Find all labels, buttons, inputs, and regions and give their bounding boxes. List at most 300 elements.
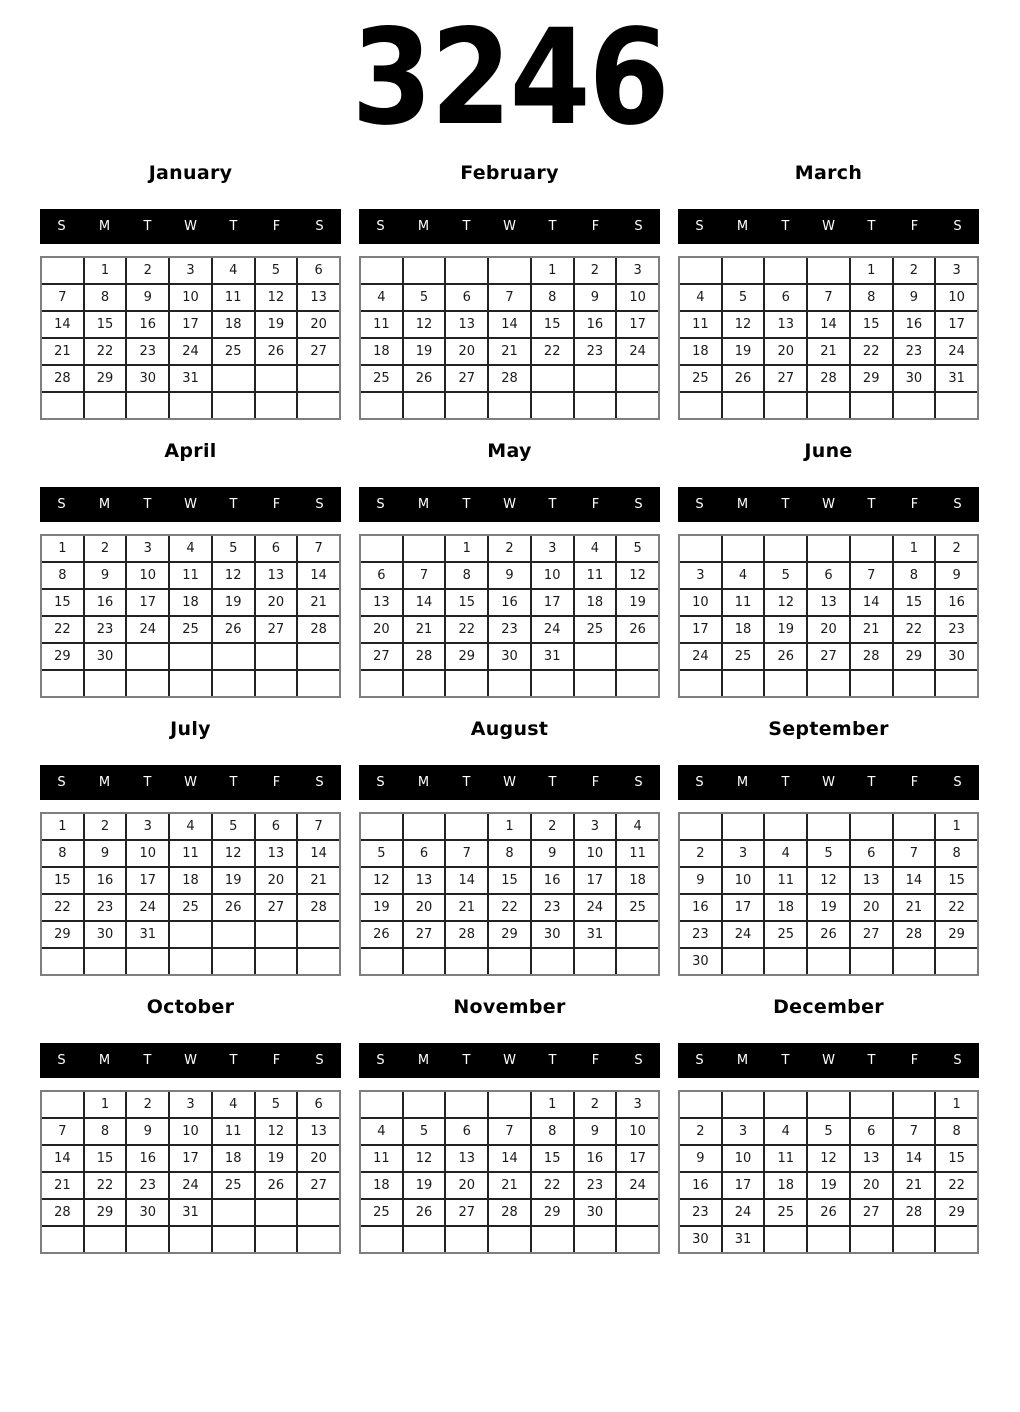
month-august (359, 719, 660, 976)
day-cell: 17 (532, 590, 573, 615)
day-cell: 19 (808, 895, 849, 920)
day-cell: 24 (723, 922, 764, 947)
weekday-label: W (184, 775, 197, 790)
weekday-label: T (462, 1053, 471, 1068)
empty-day-cell (532, 1227, 573, 1252)
weekday-header (40, 487, 341, 522)
month-name: August (470, 718, 549, 740)
empty-day-cell (256, 671, 297, 696)
day-cell: 27 (851, 922, 892, 947)
weekday-label: F (272, 775, 281, 790)
empty-day-cell (894, 671, 935, 696)
empty-day-cell (617, 1200, 658, 1225)
empty-day-cell (575, 949, 616, 974)
day-cell: 12 (213, 563, 254, 588)
day-cell: 23 (127, 339, 168, 364)
day-cell: 31 (575, 922, 616, 947)
day-cell: 10 (936, 285, 977, 310)
day-cell: 8 (85, 285, 126, 310)
month-name: May (487, 440, 532, 462)
weekday-label: T (867, 1053, 876, 1068)
day-cell: 23 (127, 1173, 168, 1198)
day-cell: 16 (936, 590, 977, 615)
empty-day-cell (127, 644, 168, 669)
day-cell: 21 (404, 617, 445, 642)
month-september (678, 719, 979, 976)
day-cell: 8 (851, 285, 892, 310)
weekday-label: F (272, 497, 281, 512)
day-cell: 16 (127, 312, 168, 337)
empty-day-cell (723, 1092, 764, 1117)
day-cell: 30 (85, 922, 126, 947)
day-cell: 8 (446, 563, 487, 588)
day-cell: 9 (127, 285, 168, 310)
day-cell: 20 (808, 617, 849, 642)
weekday-label: F (591, 497, 600, 512)
month-day-grid (40, 812, 341, 976)
weekday-label: T (462, 219, 471, 234)
day-cell: 9 (936, 563, 977, 588)
weekday-label: T (229, 1053, 238, 1068)
weekday-label: T (781, 219, 790, 234)
empty-day-cell (170, 1227, 211, 1252)
day-cell: 23 (575, 339, 616, 364)
day-cell: 25 (213, 339, 254, 364)
day-cell: 17 (575, 868, 616, 893)
empty-day-cell (85, 1227, 126, 1252)
day-cell: 11 (213, 1119, 254, 1144)
empty-day-cell (489, 949, 530, 974)
day-cell: 7 (42, 285, 83, 310)
day-cell: 30 (127, 366, 168, 391)
day-cell: 25 (361, 366, 402, 391)
empty-day-cell (213, 393, 254, 418)
day-cell: 14 (446, 868, 487, 893)
empty-day-cell (936, 393, 977, 418)
empty-day-cell (680, 671, 721, 696)
day-cell: 1 (532, 258, 573, 283)
day-cell: 12 (617, 563, 658, 588)
empty-day-cell (894, 949, 935, 974)
month-name: June (804, 440, 853, 462)
empty-day-cell (680, 814, 721, 839)
day-cell: 5 (404, 285, 445, 310)
weekday-label: W (822, 497, 835, 512)
weekday-label: S (376, 1053, 385, 1068)
day-cell: 26 (361, 922, 402, 947)
day-cell: 11 (723, 590, 764, 615)
day-cell: 10 (617, 285, 658, 310)
empty-day-cell (361, 258, 402, 283)
day-cell: 15 (851, 312, 892, 337)
day-cell: 21 (42, 1173, 83, 1198)
empty-day-cell (213, 671, 254, 696)
day-cell: 16 (575, 312, 616, 337)
day-cell: 26 (256, 339, 297, 364)
weekday-label: M (736, 497, 749, 512)
day-cell: 11 (361, 1146, 402, 1171)
month-name: March (794, 162, 863, 184)
day-cell: 16 (894, 312, 935, 337)
day-cell: 22 (532, 339, 573, 364)
day-cell: 13 (808, 590, 849, 615)
weekday-label: T (462, 497, 471, 512)
day-cell: 16 (127, 1146, 168, 1171)
day-cell: 27 (446, 1200, 487, 1225)
day-cell: 26 (808, 922, 849, 947)
day-cell: 28 (808, 366, 849, 391)
empty-day-cell (446, 1227, 487, 1252)
day-cell: 6 (298, 258, 339, 283)
day-cell: 9 (85, 563, 126, 588)
day-cell: 8 (489, 841, 530, 866)
day-cell: 16 (532, 868, 573, 893)
day-cell: 1 (42, 814, 83, 839)
day-cell: 1 (532, 1092, 573, 1117)
day-cell: 9 (127, 1119, 168, 1144)
day-cell: 19 (765, 617, 806, 642)
day-cell: 2 (127, 1092, 168, 1117)
day-cell: 11 (213, 285, 254, 310)
day-cell: 21 (42, 339, 83, 364)
day-cell: 21 (489, 339, 530, 364)
weekday-label: M (736, 219, 749, 234)
year-title: 3246 (351, 1, 669, 155)
day-cell: 19 (213, 868, 254, 893)
day-cell: 22 (446, 617, 487, 642)
day-cell: 24 (617, 1173, 658, 1198)
day-cell: 26 (256, 1173, 297, 1198)
month-october (40, 997, 341, 1254)
day-cell: 4 (170, 814, 211, 839)
empty-day-cell (723, 393, 764, 418)
day-cell: 27 (446, 366, 487, 391)
empty-day-cell (361, 814, 402, 839)
day-cell: 28 (851, 644, 892, 669)
weekday-label: S (695, 1053, 704, 1068)
day-cell: 25 (361, 1200, 402, 1225)
day-cell: 4 (575, 536, 616, 561)
weekday-label: F (591, 775, 600, 790)
day-cell: 15 (532, 1146, 573, 1171)
day-cell: 31 (170, 366, 211, 391)
empty-day-cell (808, 671, 849, 696)
empty-day-cell (361, 671, 402, 696)
day-cell: 22 (532, 1173, 573, 1198)
day-cell: 1 (446, 536, 487, 561)
day-cell: 13 (851, 868, 892, 893)
weekday-header (40, 765, 341, 800)
day-cell: 1 (936, 814, 977, 839)
day-cell: 10 (127, 563, 168, 588)
day-cell: 24 (532, 617, 573, 642)
day-cell: 20 (851, 1173, 892, 1198)
day-cell: 21 (808, 339, 849, 364)
day-cell: 19 (808, 1173, 849, 1198)
weekday-label: T (781, 1053, 790, 1068)
day-cell: 7 (894, 1119, 935, 1144)
day-cell: 17 (723, 895, 764, 920)
weekday-label: W (503, 219, 516, 234)
day-cell: 6 (851, 1119, 892, 1144)
empty-day-cell (765, 814, 806, 839)
empty-day-cell (680, 258, 721, 283)
empty-day-cell (446, 393, 487, 418)
month-july (40, 719, 341, 976)
day-cell: 24 (680, 644, 721, 669)
day-cell: 23 (85, 895, 126, 920)
day-cell: 3 (936, 258, 977, 283)
day-cell: 14 (808, 312, 849, 337)
empty-day-cell (617, 393, 658, 418)
day-cell: 25 (170, 895, 211, 920)
empty-day-cell (213, 366, 254, 391)
day-cell: 5 (617, 536, 658, 561)
day-cell: 5 (808, 1119, 849, 1144)
day-cell: 2 (85, 814, 126, 839)
empty-day-cell (617, 922, 658, 947)
weekday-header (678, 765, 979, 800)
day-cell: 6 (851, 841, 892, 866)
day-cell: 31 (532, 644, 573, 669)
empty-day-cell (298, 922, 339, 947)
empty-day-cell (127, 949, 168, 974)
weekday-label: S (634, 497, 643, 512)
empty-day-cell (851, 949, 892, 974)
day-cell: 27 (298, 1173, 339, 1198)
empty-day-cell (85, 393, 126, 418)
day-cell: 20 (446, 1173, 487, 1198)
day-cell: 15 (85, 1146, 126, 1171)
empty-day-cell (256, 366, 297, 391)
weekday-label: F (591, 1053, 600, 1068)
day-cell: 6 (298, 1092, 339, 1117)
empty-day-cell (256, 393, 297, 418)
day-cell: 23 (936, 617, 977, 642)
day-cell: 8 (42, 841, 83, 866)
empty-day-cell (404, 1092, 445, 1117)
day-cell: 30 (489, 644, 530, 669)
empty-day-cell (723, 258, 764, 283)
day-cell: 27 (361, 644, 402, 669)
empty-day-cell (213, 1227, 254, 1252)
empty-day-cell (680, 1092, 721, 1117)
day-cell: 18 (765, 895, 806, 920)
day-cell: 1 (936, 1092, 977, 1117)
weekday-label: W (503, 497, 516, 512)
day-cell: 20 (765, 339, 806, 364)
day-cell: 14 (489, 312, 530, 337)
day-cell: 2 (894, 258, 935, 283)
day-cell: 2 (680, 1119, 721, 1144)
day-cell: 1 (85, 1092, 126, 1117)
weekday-label: W (822, 1053, 835, 1068)
day-cell: 7 (489, 1119, 530, 1144)
day-cell: 30 (127, 1200, 168, 1225)
empty-day-cell (127, 671, 168, 696)
weekday-label: S (315, 1053, 324, 1068)
day-cell: 15 (42, 868, 83, 893)
day-cell: 14 (851, 590, 892, 615)
day-cell: 9 (575, 1119, 616, 1144)
month-january (40, 163, 341, 420)
day-cell: 25 (723, 644, 764, 669)
day-cell: 28 (446, 922, 487, 947)
day-cell: 10 (127, 841, 168, 866)
weekday-header (359, 765, 660, 800)
empty-day-cell (575, 671, 616, 696)
day-cell: 9 (532, 841, 573, 866)
day-cell: 11 (361, 312, 402, 337)
empty-day-cell (532, 949, 573, 974)
month-name: January (148, 162, 233, 184)
day-cell: 19 (404, 1173, 445, 1198)
empty-day-cell (851, 1092, 892, 1117)
day-cell: 30 (936, 644, 977, 669)
weekday-label: T (548, 497, 557, 512)
day-cell: 21 (298, 590, 339, 615)
weekday-label: F (910, 497, 919, 512)
day-cell: 25 (170, 617, 211, 642)
day-cell: 15 (936, 868, 977, 893)
day-cell: 22 (894, 617, 935, 642)
calendar-grid (0, 163, 1020, 1254)
month-name: December (773, 996, 884, 1018)
day-cell: 15 (532, 312, 573, 337)
day-cell: 6 (765, 285, 806, 310)
day-cell: 2 (936, 536, 977, 561)
day-cell: 14 (404, 590, 445, 615)
empty-day-cell (765, 536, 806, 561)
day-cell: 2 (680, 841, 721, 866)
empty-day-cell (489, 1227, 530, 1252)
day-cell: 1 (851, 258, 892, 283)
day-cell: 22 (42, 617, 83, 642)
day-cell: 7 (298, 536, 339, 561)
month-day-grid (678, 256, 979, 420)
day-cell: 20 (446, 339, 487, 364)
day-cell: 8 (532, 1119, 573, 1144)
day-cell: 30 (894, 366, 935, 391)
month-name: November (453, 996, 566, 1018)
year-title-wrap (0, 0, 1020, 155)
day-cell: 6 (808, 563, 849, 588)
empty-day-cell (170, 393, 211, 418)
month-day-grid (359, 1090, 660, 1254)
day-cell: 27 (256, 617, 297, 642)
weekday-label: S (376, 775, 385, 790)
day-cell: 29 (85, 366, 126, 391)
day-cell: 15 (446, 590, 487, 615)
day-cell: 13 (298, 1119, 339, 1144)
day-cell: 4 (723, 563, 764, 588)
day-cell: 18 (617, 868, 658, 893)
day-cell: 28 (298, 895, 339, 920)
day-cell: 25 (213, 1173, 254, 1198)
day-cell: 14 (42, 1146, 83, 1171)
day-cell: 4 (213, 258, 254, 283)
day-cell: 24 (936, 339, 977, 364)
empty-day-cell (723, 949, 764, 974)
day-cell: 7 (808, 285, 849, 310)
weekday-label: W (822, 775, 835, 790)
day-cell: 27 (298, 339, 339, 364)
day-cell: 24 (723, 1200, 764, 1225)
day-cell: 3 (127, 536, 168, 561)
day-cell: 25 (680, 366, 721, 391)
day-cell: 18 (765, 1173, 806, 1198)
empty-day-cell (765, 1092, 806, 1117)
weekday-label: T (143, 775, 152, 790)
day-cell: 13 (361, 590, 402, 615)
weekday-label: S (953, 775, 962, 790)
empty-day-cell (256, 922, 297, 947)
month-december (678, 997, 979, 1254)
empty-day-cell (361, 949, 402, 974)
month-day-grid (359, 534, 660, 698)
weekday-label: S (695, 497, 704, 512)
weekday-label: S (695, 775, 704, 790)
day-cell: 6 (256, 814, 297, 839)
weekday-label: F (272, 1053, 281, 1068)
day-cell: 5 (213, 536, 254, 561)
day-cell: 19 (213, 590, 254, 615)
day-cell: 8 (42, 563, 83, 588)
month-june (678, 441, 979, 698)
empty-day-cell (404, 258, 445, 283)
day-cell: 5 (361, 841, 402, 866)
day-cell: 2 (489, 536, 530, 561)
day-cell: 14 (894, 1146, 935, 1171)
month-name: July (170, 718, 211, 740)
empty-day-cell (808, 536, 849, 561)
empty-day-cell (680, 536, 721, 561)
day-cell: 29 (85, 1200, 126, 1225)
day-cell: 3 (680, 563, 721, 588)
day-cell: 9 (680, 1146, 721, 1171)
weekday-label: F (910, 219, 919, 234)
empty-day-cell (170, 644, 211, 669)
empty-day-cell (851, 393, 892, 418)
empty-day-cell (808, 1227, 849, 1252)
empty-day-cell (617, 671, 658, 696)
day-cell: 17 (936, 312, 977, 337)
day-cell: 16 (85, 868, 126, 893)
weekday-label: T (867, 497, 876, 512)
empty-day-cell (765, 393, 806, 418)
empty-day-cell (575, 366, 616, 391)
month-march (678, 163, 979, 420)
month-name: April (164, 440, 217, 462)
day-cell: 11 (575, 563, 616, 588)
day-cell: 20 (851, 895, 892, 920)
day-cell: 6 (404, 841, 445, 866)
day-cell: 23 (532, 895, 573, 920)
day-cell: 29 (42, 922, 83, 947)
day-cell: 10 (723, 868, 764, 893)
weekday-label: S (695, 219, 704, 234)
day-cell: 7 (298, 814, 339, 839)
empty-day-cell (680, 393, 721, 418)
day-cell: 10 (532, 563, 573, 588)
day-cell: 17 (680, 617, 721, 642)
day-cell: 11 (617, 841, 658, 866)
empty-day-cell (85, 671, 126, 696)
weekday-label: T (143, 497, 152, 512)
day-cell: 4 (361, 285, 402, 310)
day-cell: 2 (532, 814, 573, 839)
weekday-label: F (910, 775, 919, 790)
